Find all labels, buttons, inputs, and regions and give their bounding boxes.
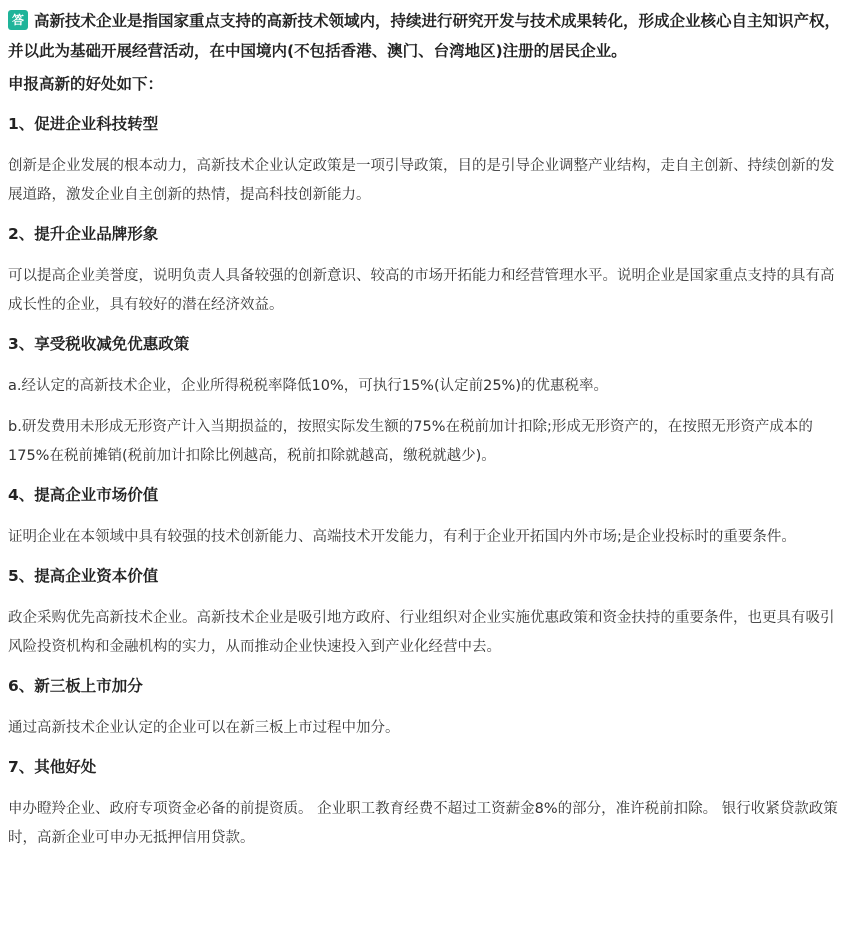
section-heading-7: 7、其他好处 xyxy=(8,758,97,776)
answer-lead-paragraph xyxy=(8,6,842,66)
intro-heading: 申报高新的好处如下： xyxy=(8,75,164,93)
section-paragraph: 可以提高企业美誉度，说明负责人具备较强的创新意识、较高的市场开拓能力和经营管理水平。说明企业是国家重点支持的具有高成长性的企业，具有较好的潜在经济效益。 xyxy=(8,268,835,313)
section-paragraph: 政企采购优先高新技术企业。高新技术企业是吸引地方政府、行业组织对企业实施优惠政策和资金扶持的重要条件，也更具有吸引风险投资机构和金融机构的实力，从而推动企业快速投入到产业化经营中去。 xyxy=(8,610,835,655)
section-heading-2: 2、提升企业品牌形象 xyxy=(8,225,159,243)
section-paragraph: a.经认定的高新技术企业，企业所得税税率降低10%，可执行15%(认定前25%)的优惠税率。 xyxy=(8,378,608,394)
section-paragraph: 创新是企业发展的根本动力，高新技术企业认定政策是一项引导政策，目的是引导企业调整产业结构，走自主创新、持续创新的发展道路，激发企业自主创新的热情，提高科技创新能力。 xyxy=(8,158,835,203)
section-heading-5: 5、提高企业资本价值 xyxy=(8,567,159,585)
section-heading-1: 1、促进企业科技转型 xyxy=(8,115,159,133)
section-paragraph: 申办瞪羚企业、政府专项资金必备的前提资质。 企业职工教育经费不超过工资薪金8%的部分，准许税前扣除。 银行收紧贷款政策时，高新企业可申办无抵押信用贷款。 xyxy=(8,801,838,846)
section-paragraph: 证明企业在本领域中具有较强的技术创新能力、高端技术开发能力，有利于企业开拓国内外市场;是企业投标时的重要条件。 xyxy=(8,529,796,545)
section-heading-6: 6、新三板上市加分 xyxy=(8,677,143,695)
answer-lead-text: 高新技术企业是指国家重点支持的高新技术领域内，持续进行研究开发与技术成果转化，形成企业核心自主知识产权，并以此为基础开展经营活动，在中国境内(不包括香港、澳门、台湾地区)注册的居民企业。 xyxy=(8,12,841,60)
answer-badge-icon: 答 xyxy=(8,10,28,30)
section-paragraph: 通过高新技术企业认定的企业可以在新三板上市过程中加分。 xyxy=(8,720,400,736)
section-heading-3: 3、享受税收减免优惠政策 xyxy=(8,335,190,353)
section-paragraph: b.研发费用未形成无形资产计入当期损益的，按照实际发生额的75%在税前加计扣除;形成无形资产的，在按照无形资产成本的175%在税前摊销(税前加计扣除比例越高，税前扣除就越高，缴税就越少)。 xyxy=(8,419,813,464)
section-heading-4: 4、提高企业市场价值 xyxy=(8,486,159,504)
